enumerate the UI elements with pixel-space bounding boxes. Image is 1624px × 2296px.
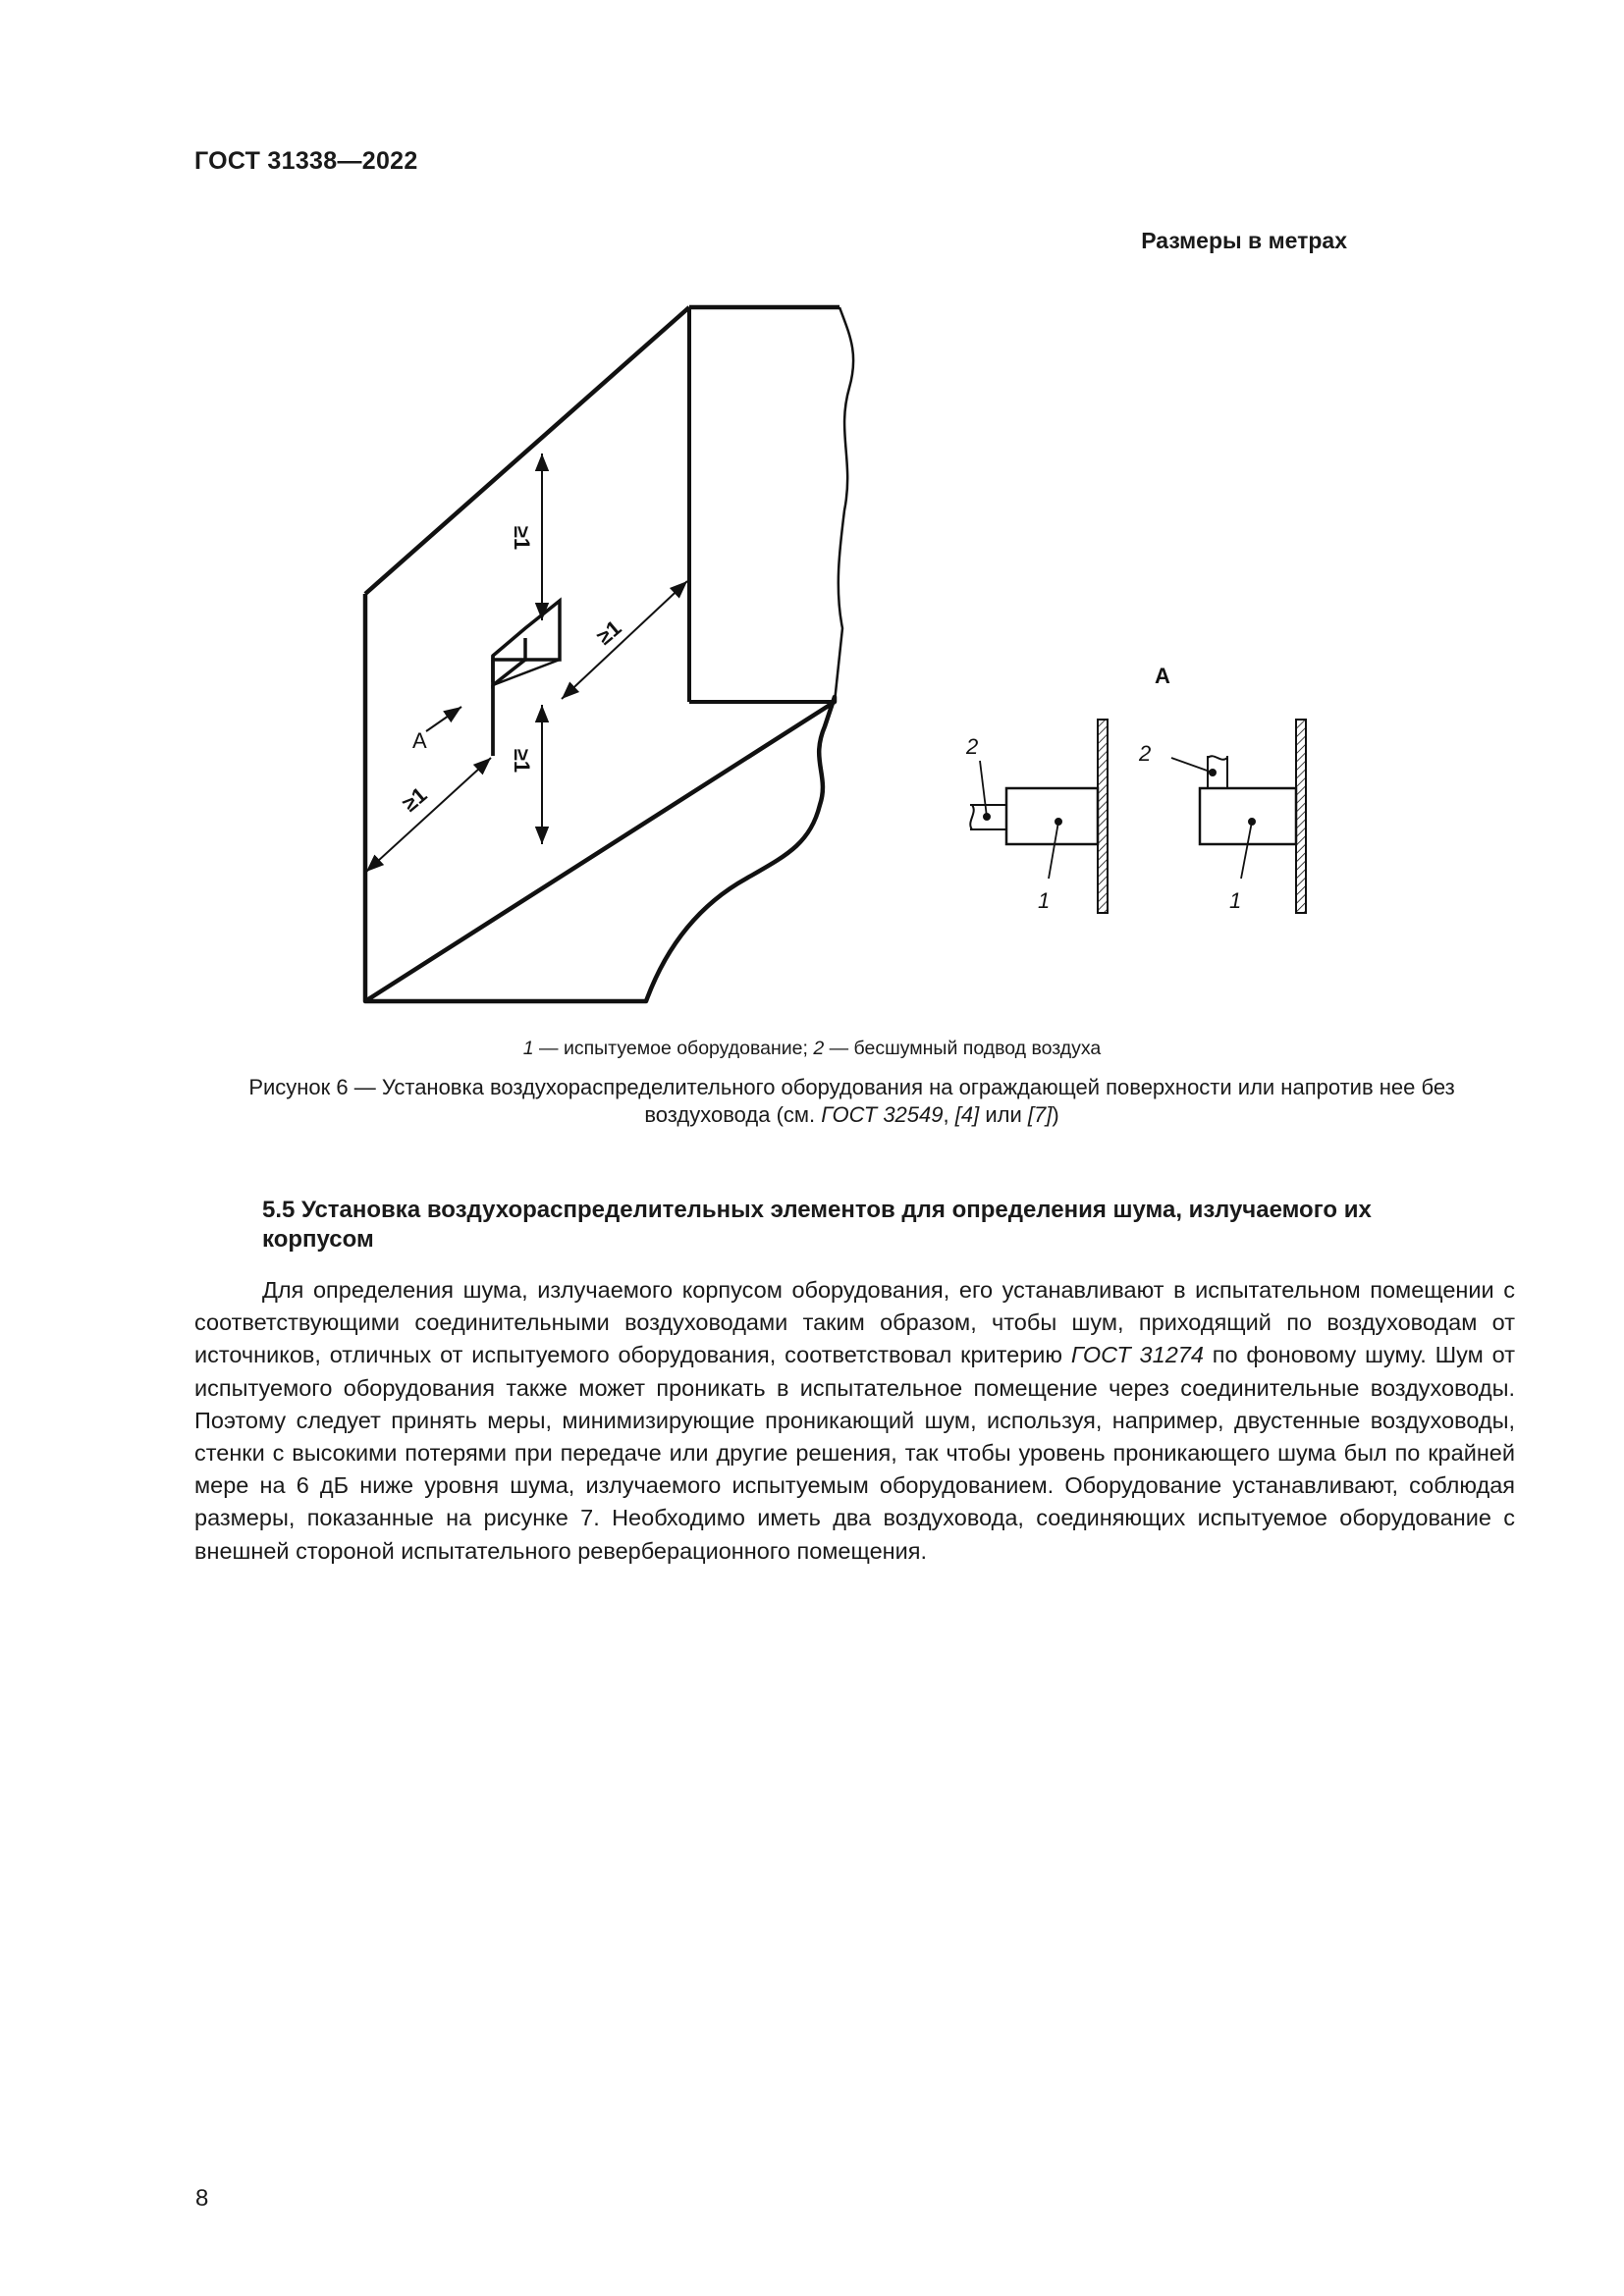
figure-legend [0,1038,1624,1060]
caption-sep1: , [943,1102,955,1127]
detail-right-label-1: 1 [1229,888,1242,913]
figure-6-drawing [0,0,1624,1031]
detail-left-label-2: 2 [966,734,979,759]
legend-item1-number: 1 [522,1038,534,1059]
caption-sep2: или [979,1102,1028,1127]
paragraph-part1: Для определения шума, излучаемого корпусом оборудования, его устанавливают в испытательном помещении с соответствующими соединительными воздуховодами таким образом, чтобы шум, приходящий по воздуховодам от источников, отличных от испытуемого оборудования, соответствовал критерию [194,1277,1515,1368]
view-arrow-label: А [412,728,427,753]
legend-item1-text: — испытуемое оборудование; [533,1038,814,1059]
dim-label-diagonal-right: ≥1 [591,614,626,650]
caption-ref-gost: ГОСТ 32549 [821,1102,944,1127]
paragraph-ref-gost: ГОСТ 31274 [1070,1342,1204,1368]
legend-item2-number: 2 [813,1038,825,1059]
caption-suffix: ) [1052,1102,1059,1127]
caption-prefix: Рисунок 6 — Установка воздухораспределительного оборудования на ограждающей поверхности или напротив нее без воздуховода (см. [248,1075,1455,1127]
figure-caption [201,1074,1502,1129]
units-note: Размеры в метрах [1141,228,1347,253]
document-header: ГОСТ 31338—2022 [194,147,418,175]
caption-ref-7: [7] [1027,1102,1053,1127]
detail-left-label-1: 1 [1038,888,1051,913]
body-paragraph [194,1274,1515,1568]
detail-view-left [970,720,1108,913]
page-number: 8 [195,2185,209,2212]
dim-label-vertical-top: ≥1 [510,525,534,551]
legend-item2-text: — бесшумный подвод воздуха [824,1038,1102,1059]
caption-ref-4: [4] [954,1102,980,1127]
detail-view-right [1171,720,1306,913]
section-heading: 5.5 Установка воздухораспределительных элементов для определения шума, излучаемого их корпусом [262,1197,1372,1253]
detail-right-label-2: 2 [1139,741,1152,766]
dim-label-vertical-bottom: ≥1 [510,748,534,774]
dim-label-diagonal-left: ≥1 [397,781,432,817]
paragraph-part2: по фоновому шуму. Шум от испытуемого оборудования также может проникать в испытательное помещение через соединительные воздуховоды. Поэтому следует принять меры, минимизирующие проникающий шум, используя, например, двустенные воздуховоды, стенки с высокими потерями при передаче или другие решения, так чтобы уровень проникающего шума был по крайней мере на 6 дБ ниже уровня шума, излучаемого испытуемым оборудованием. Оборудование устанавливают, соблюдая размеры, показанные на рисунке 7. Необходимо иметь два воздуховода, соединяющих испытуемое оборудование с внешней стороной испытательного реверберационного помещения. [194,1342,1515,1564]
device-opening-drawing [493,601,560,756]
view-a-title: А [1155,664,1170,688]
